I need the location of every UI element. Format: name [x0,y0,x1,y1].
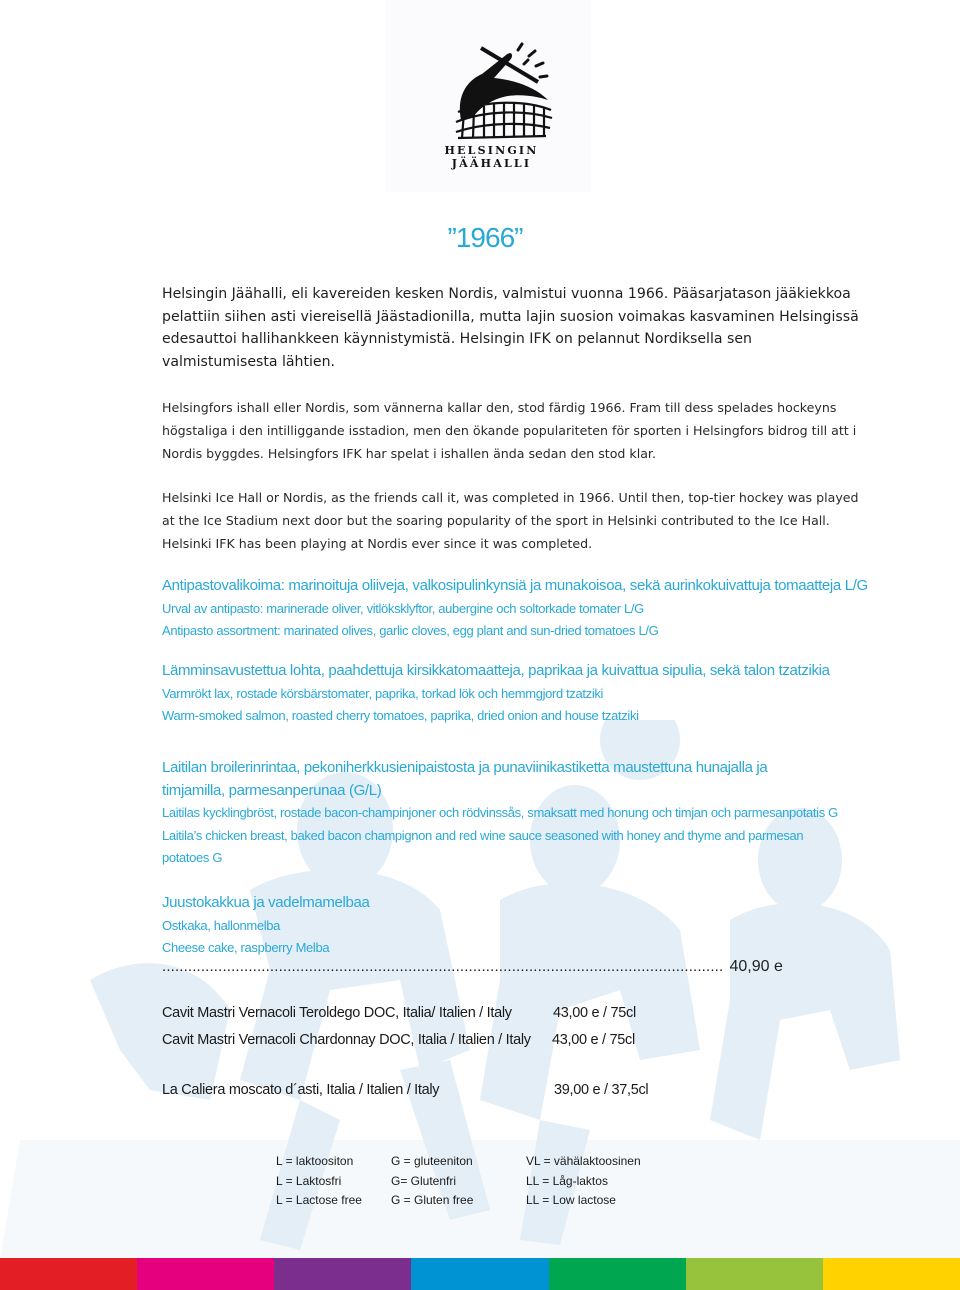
color-segment-2 [137,1258,274,1290]
legend-item: L = Laktosfri [276,1173,342,1188]
legend-item: G = gluteeniton [391,1154,473,1168]
color-segment-1 [0,1258,137,1290]
legend-item: L = laktoositon [276,1154,354,1168]
legend-item: VL = vähälaktoosinen [526,1154,641,1168]
color-segment-5 [549,1258,686,1290]
course-en-line2: potatoes G [162,850,223,866]
legend-item: G = Gluten free [391,1193,474,1207]
wine-name: Cavit Mastri Vernacoli Chardonnay DOC, Italia / Italien / Italy [162,1032,531,1048]
wine-name: La Caliera moscato d´asti, Italia / Italien / Italy [162,1082,440,1098]
dot-leader: .................................................................................................................................. [162,958,724,975]
wine-price: 43,00 e / 75cl [552,1032,635,1048]
intro-paragraph-en: Helsinki Ice Hall or Nordis, as the friends call it, was completed in 1966. Until then, top-tier hockey was played at the Ice Stadium next door but the soaring popularity of the sport in Helsinki contributed to the Ice Hall. Helsinki IFK has been playing at Nordis ever since it was completed. [162,490,859,551]
color-segment-4 [411,1258,548,1290]
course-fi: Antipastovalikoima: marinoituja oliiveja, valkosipulinkynsiä ja munakoisoa, sekä aurinkokuivattuja tomaatteja L/G [162,577,868,594]
legend-lactose [276,1152,362,1211]
legend-item: G= Glutenfri [391,1173,457,1188]
legend-item: LL = Låg-laktos [526,1173,608,1188]
menu-course-dessert [162,892,369,960]
course-fi-line2: timjamilla, parmesanperunaa (G/L) [162,781,382,799]
course-sv: Urval av antipasto: marinerade oliver, vitlöksklyftor, aubergine och soltorkade tomater L/G [162,600,644,616]
page-title: ”1966” [447,222,523,253]
color-segment-3 [274,1258,411,1290]
menu-course-main [162,757,838,870]
course-en: Antipasto assortment: marinated olives, garlic cloves, egg plant and sun-dried tomatoes L/G [162,623,659,639]
logo-text: HELSINGIN JÄÄHALLI [444,144,539,170]
menu-course-salmon [162,660,830,728]
logo [386,0,591,192]
legend-gluten [391,1152,473,1211]
legend-item: LL = Low lactose [526,1193,616,1207]
legend-item: L = Lactose free [276,1193,362,1207]
intro-paragraph-sv: Helsingfors ishall eller Nordis, som vännerna kallar den, stod färdig 1966. Fram till dess spelades hockeyns högstaliga i den intilliggande isstadion, men den ökande populariteten för sporten i Helsingfors bidrog till att i Nordis byggdes. Helsingfors IFK har spelat i ishallen ända sedan den stod klar. [162,400,857,461]
color-stripe-footer [0,1258,960,1290]
course-en: Warm-smoked salmon, roasted cherry tomatoes, paprika, dried onion and house tzatziki [162,708,639,724]
course-fi: Lämminsavustettua lohta, paahdettuja kirsikkatomaatteja, paprikaa ja kuivattua sipulia, sekä talon tzatzikia [162,662,830,679]
course-sv: Varmrökt lax, rostade körsbärstomater, paprika, torkad lök och hemmgjord tzatziki [162,685,604,701]
menu-price-line [162,958,783,976]
course-fi: Juustokakkua ja vadelmamelbaa [162,894,370,911]
wine-name: Cavit Mastri Vernacoli Teroldego DOC, Italia/ Italien / Italy [162,1005,512,1021]
legend-low-lactose [526,1152,641,1211]
wine-price: 39,00 e / 37,5cl [554,1082,649,1098]
course-fi-line1: Laitilan broilerinrintaa, pekoniherkkusienipaistosta ja punaviinikastiketta maustettuna hunajalla ja [162,759,768,776]
menu-course-starter [162,575,868,643]
wine-price: 43,00 e / 75cl [553,1005,636,1021]
intro-paragraph-fi: Helsingin Jäähalli, eli kavereiden kesken Nordis, valmistui vuonna 1966. Pääsarjatason jääkiekkoa pelattiin siihen asti viereisellä Jäästadionilla, mutta lajin suosion voimakas kasvaminen Helsingissä edesauttoi hallihankkeen käynnistymistä. Helsingin IFK on pelannut Nordiksella sen valmistumisesta lähtien. [162,286,859,370]
color-segment-7 [823,1258,960,1290]
course-sv: Ostkaka, hallonmelba [162,917,281,933]
course-en: Cheese cake, raspberry Melba [162,940,330,956]
course-en-line1: Laitila’s chicken breast, baked bacon champignon and red wine sauce seasoned with honey and thyme and parmesan [162,827,804,843]
color-segment-6 [686,1258,823,1290]
course-sv: Laitilas kycklingbröst, rostade bacon-champinjoner och rödvinssås, smaksatt med honung och timjan och parmesanpotatis G [162,805,838,821]
menu-price: 40,90 e [729,958,783,975]
